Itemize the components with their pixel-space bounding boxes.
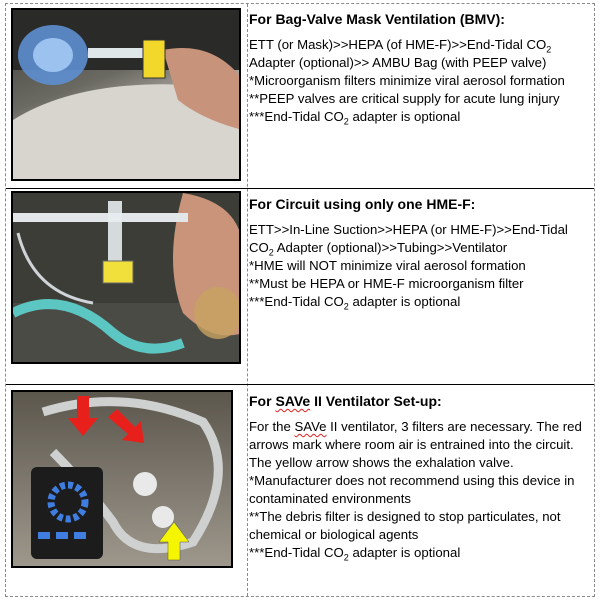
hme-f-circuit-photo xyxy=(11,191,241,364)
text-line: **Must be HEPA or HME-F microorganism filter xyxy=(249,276,524,291)
text-line: adapter is optional xyxy=(348,109,461,124)
red-arrow-icon xyxy=(108,409,144,443)
row-divider xyxy=(6,188,594,189)
spellcheck-word: SAVe xyxy=(275,393,311,409)
text-line: *Microorganism filters minimize viral aerosol formation xyxy=(249,73,565,88)
bag-valve-mask-photo xyxy=(11,8,241,181)
hme-f-text xyxy=(249,221,589,311)
text-line: *HME will NOT minimize viral aerosol formation xyxy=(249,258,526,273)
text-line: Adapter (optional)>> AMBU Bag (with PEEP valve) xyxy=(249,55,547,70)
heading-text: II Ventilator Set-up: xyxy=(310,393,442,409)
text-line: For the xyxy=(249,419,295,434)
save-ii-instructions xyxy=(249,392,585,562)
subscript: 2 xyxy=(546,44,552,55)
subscript: 2 xyxy=(343,301,349,312)
text-line: **PEEP valves are critical supply for acute lung injury xyxy=(249,91,560,106)
text-line: ***End-Tidal CO xyxy=(249,545,344,560)
text-line: *Manufacturer does not recommend using this device in contaminated environments xyxy=(249,473,575,506)
text-line: Adapter (optional)>>Tubing>>Ventilator xyxy=(273,240,508,255)
text-line: ***End-Tidal CO xyxy=(249,294,344,309)
bmv-text xyxy=(249,36,589,126)
subscript: 2 xyxy=(343,116,349,127)
text-line: **The debris filter is designed to stop particulates, not chemical or biological agents xyxy=(249,509,561,542)
hme-f-heading: For Circuit using only one HME-F: xyxy=(249,196,476,212)
text-line: ***End-Tidal CO xyxy=(249,109,344,124)
save-ii-heading xyxy=(249,392,585,410)
spellcheck-word: SAVe xyxy=(294,419,327,434)
text-line: ETT (or Mask)>>HEPA (of HME-F)>>End-Tidal CO xyxy=(249,37,547,52)
text-line: ETT>>In-Line Suction>>HEPA (or HME-F)>>End-Tidal xyxy=(249,222,568,237)
text-line: II ventilator, 3 filters are necessary. The red arrows mark where room air is entrained into the circuit. The yellow arrow shows the exhalation valve. xyxy=(249,419,582,470)
bmv-instructions xyxy=(249,10,589,126)
text-line: adapter is optional xyxy=(348,545,461,560)
column-divider xyxy=(247,4,248,596)
save-ii-ventilator-photo xyxy=(11,390,233,568)
text-line: adapter is optional xyxy=(348,294,461,309)
hme-f-instructions xyxy=(249,195,589,311)
heading-text: For xyxy=(249,393,276,409)
row-divider xyxy=(6,384,594,385)
bmv-heading: For Bag-Valve Mask Ventilation (BMV): xyxy=(249,11,505,27)
text-line: CO xyxy=(249,240,269,255)
save-ii-text xyxy=(249,418,585,562)
subscript: 2 xyxy=(343,552,349,563)
subscript: 2 xyxy=(268,247,274,258)
